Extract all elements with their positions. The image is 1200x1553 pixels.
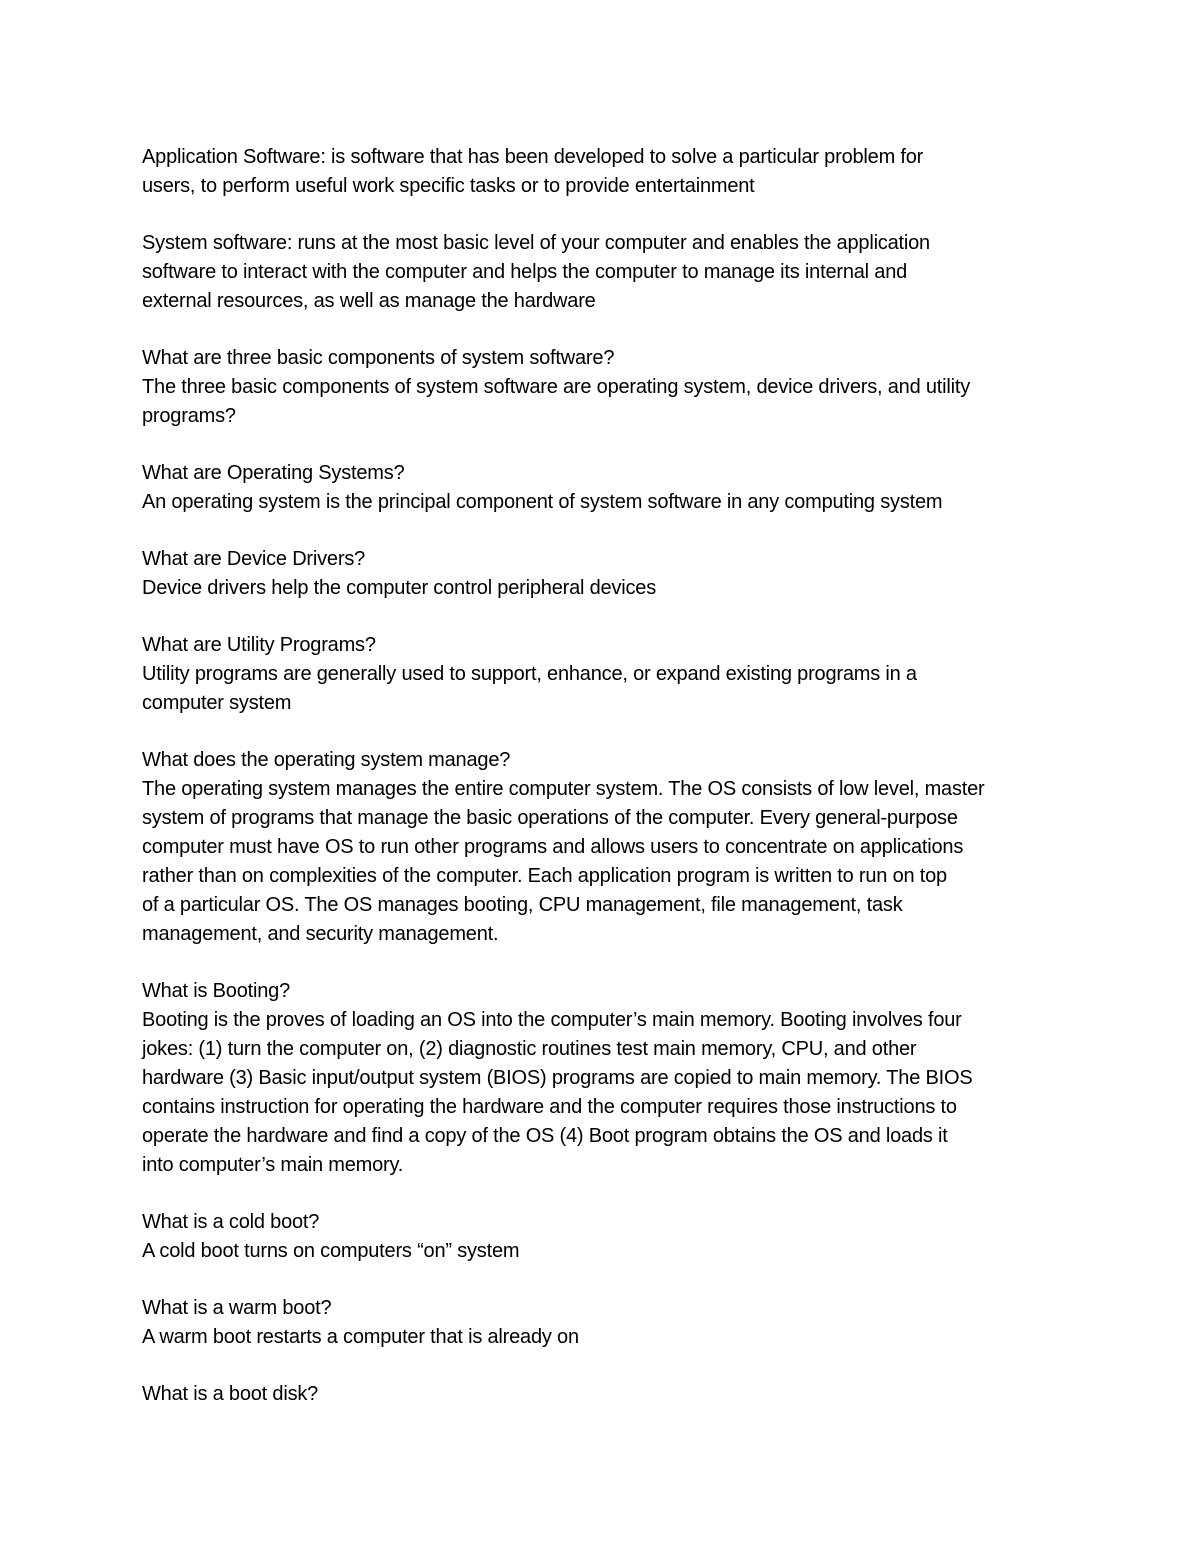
answer-line: system of programs that manage the basic operations of the computer. Every general-purpose <box>142 807 958 829</box>
qa-booting <box>142 977 1072 1180</box>
question-line: What is a boot disk? <box>142 1383 319 1405</box>
answer-line: computer must have OS to run other programs and allows users to concentrate on applications <box>142 836 964 858</box>
answer-line: contains instruction for operating the hardware and the computer requires those instructions to <box>142 1096 957 1118</box>
answer-line: into computer’s main memory. <box>142 1154 404 1176</box>
answer-line: operate the hardware and find a copy of the OS (4) Boot program obtains the OS and loads it <box>142 1125 948 1147</box>
question-line: What are Device Drivers? <box>142 548 366 570</box>
qa-cold-boot <box>142 1208 1072 1266</box>
question-line: What does the operating system manage? <box>142 749 511 771</box>
document-page <box>142 143 1072 1437</box>
answer-line: The three basic components of system software are operating system, device drivers, and utility <box>142 376 971 398</box>
qa-components <box>142 344 1072 431</box>
text-line: external resources, as well as manage the hardware <box>142 290 596 312</box>
answer-line: programs? <box>142 405 236 427</box>
answer-line: jokes: (1) turn the computer on, (2) diagnostic routines test main memory, CPU, and other <box>142 1038 917 1060</box>
text-line: Application Software: is software that has been developed to solve a particular problem for <box>142 146 924 168</box>
question-line: What is a cold boot? <box>142 1211 320 1233</box>
answer-line: Utility programs are generally used to support, enhance, or expand existing programs in a <box>142 663 917 685</box>
answer-line: hardware (3) Basic input/output system (BIOS) programs are copied to main memory. The BIOS <box>142 1067 973 1089</box>
qa-os-manage <box>142 746 1072 949</box>
qa-device-drivers <box>142 545 1072 603</box>
answer-line: An operating system is the principal component of system software in any computing system <box>142 491 943 513</box>
paragraph-application-software <box>142 143 1072 201</box>
answer-line: A cold boot turns on computers “on” system <box>142 1240 520 1262</box>
answer-line: rather than on complexities of the computer. Each application program is written to run on top <box>142 865 947 887</box>
answer-line: management, and security management. <box>142 923 499 945</box>
answer-line: of a particular OS. The OS manages booting, CPU management, file management, task <box>142 894 903 916</box>
answer-line: Booting is the proves of loading an OS into the computer’s main memory. Booting involves four <box>142 1009 962 1031</box>
question-line: What are three basic components of system software? <box>142 347 615 369</box>
text-line: System software: runs at the most basic level of your computer and enables the application <box>142 232 930 254</box>
text-line: users, to perform useful work specific tasks or to provide entertainment <box>142 175 755 197</box>
text-line: software to interact with the computer and helps the computer to manage its internal and <box>142 261 908 283</box>
answer-line: The operating system manages the entire computer system. The OS consists of low level, master <box>142 778 985 800</box>
answer-line: computer system <box>142 692 292 714</box>
qa-warm-boot <box>142 1294 1072 1352</box>
paragraph-system-software <box>142 229 1072 316</box>
answer-line: A warm boot restarts a computer that is already on <box>142 1326 579 1348</box>
question-line: What is a warm boot? <box>142 1297 332 1319</box>
qa-boot-disk <box>142 1380 1072 1409</box>
qa-utility-programs <box>142 631 1072 718</box>
question-line: What is Booting? <box>142 980 290 1002</box>
qa-operating-systems <box>142 459 1072 517</box>
question-line: What are Utility Programs? <box>142 634 376 656</box>
question-line: What are Operating Systems? <box>142 462 405 484</box>
answer-line: Device drivers help the computer control peripheral devices <box>142 577 657 599</box>
